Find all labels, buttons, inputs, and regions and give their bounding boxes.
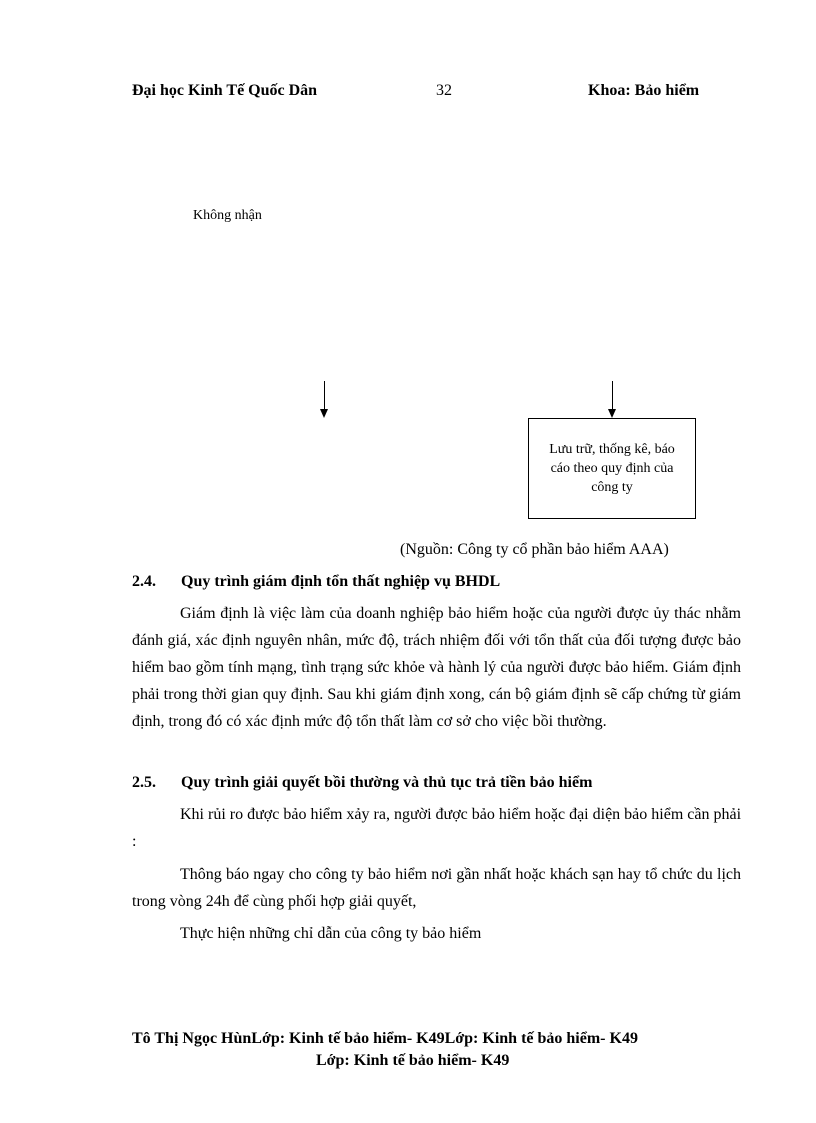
header-left: Đại học Kinh Tế Quốc Dân bbox=[132, 82, 318, 99]
section-2-5-title: Quy trình giải quyết bồi thường và thủ tục trả tiền bảo hiểm bbox=[181, 774, 593, 791]
section-2-4-title: Quy trình giám định tổn thất nghiệp vụ BHDL bbox=[181, 573, 501, 590]
section-2-4-number: 2.4. bbox=[132, 573, 156, 590]
page-number: 32 bbox=[436, 82, 452, 99]
footer-line-2: Lớp: Kinh tế bảo hiểm- K49 bbox=[316, 1052, 510, 1069]
section-2-5-paragraph-3: Thực hiện những chỉ dẫn của công ty bảo hiểm bbox=[180, 925, 482, 942]
archive-report-box bbox=[528, 418, 696, 519]
section-2-5-paragraph-1 bbox=[132, 801, 741, 855]
label-not-accepted: Không nhận bbox=[193, 208, 262, 223]
header-right: Khoa: Bảo hiểm bbox=[588, 82, 700, 99]
section-2-5-number: 2.5. bbox=[132, 774, 156, 791]
archive-report-text: Lưu trữ, thống kê, báo cáo theo quy định của công ty bbox=[549, 442, 675, 495]
section-2-5-paragraph-1-text: Khi rủi ro được bảo hiểm xảy ra, người được bảo hiểm hoặc đại diện bảo hiểm cần phải : bbox=[132, 806, 742, 850]
section-2-5-paragraph-2-text: Thông báo ngay cho công ty bảo hiểm nơi gần nhất hoặc khách sạn hay tổ chức du lịch trong vòng 24h để cùng phối hợp giải quyết, bbox=[132, 866, 741, 910]
section-2-5-paragraph-2 bbox=[132, 861, 741, 915]
footer-line-1: Tô Thị Ngọc HùnLớp: Kinh tế bảo hiểm- K49Lớp: Kinh tế bảo hiểm- K49 bbox=[132, 1030, 638, 1047]
section-2-4-paragraph-text: Giám định là việc làm của doanh nghiệp bảo hiểm hoặc của người được ủy thác nhằm đánh giá, xác định nguyên nhân, mức độ, trách nhiệm đối với tổn thất của đối tượng được bảo hiểm bao gồm tính mạng, tình trạng sức khỏe và hành lý của người được bảo hiểm. Giám định phải trong thời gian quy định. Sau khi giám định xong, cán bộ giám định sẽ cấp chứng từ giám định, trong đó có xác định mức độ tổn thất làm cơ sở cho việc bồi thường. bbox=[132, 605, 741, 730]
section-2-4-paragraph bbox=[132, 600, 741, 735]
source-note: (Nguồn: Công ty cổ phần bảo hiểm AAA) bbox=[400, 541, 669, 558]
